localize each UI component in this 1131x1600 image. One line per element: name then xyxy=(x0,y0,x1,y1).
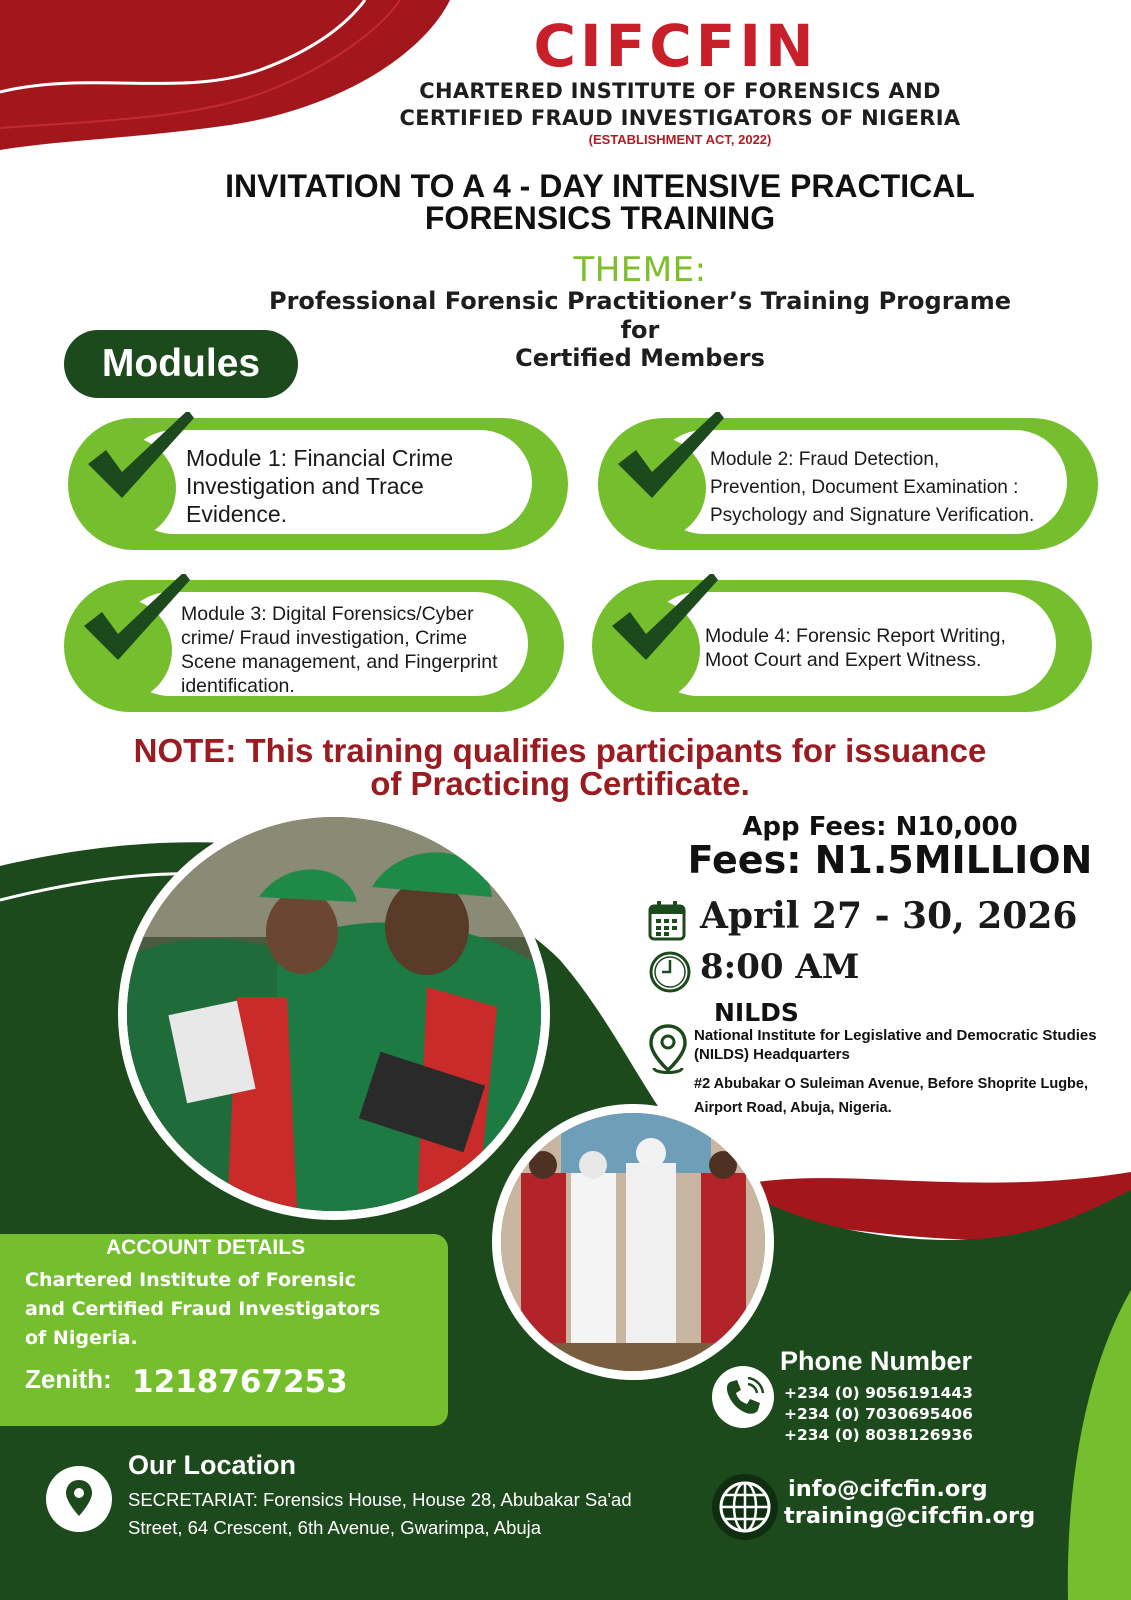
module-1-text: Module 1: Financial Crime Investigation and Trace Evidence. xyxy=(186,445,454,527)
theme-line1: Professional Forensic Practitioner’s Training Programe xyxy=(268,287,1012,315)
establishment-act: (ESTABLISHMENT ACT, 2022) xyxy=(588,132,772,147)
theme-line2: for xyxy=(620,316,660,344)
brand-logo xyxy=(0,14,1131,78)
module-3-text: Module 3: Digital Forensics/Cyber crime/ Fraud investigation, Crime Scene management, and Fingerprint identification. xyxy=(181,603,498,697)
phone-icon xyxy=(712,1366,774,1428)
account-title: ACCOUNT DETAILS xyxy=(106,1236,306,1259)
phone-number-2[interactable]: +234 (0) 7030695406 xyxy=(784,1405,973,1423)
map-pin-icon xyxy=(46,1466,112,1532)
forensic-team-photo xyxy=(492,1104,774,1380)
location-title: Our Location xyxy=(128,1450,296,1480)
clock-icon xyxy=(648,950,692,994)
phone-icon-badge xyxy=(712,1366,774,1428)
graduation-photo xyxy=(118,808,550,1220)
bank-name: Zenith: xyxy=(25,1364,112,1394)
module-2-text: Module 2: Fraud Detection, Prevention, Document Examination : Psychology and Signature Verification. xyxy=(710,449,1035,526)
account-number: 1218767253 xyxy=(132,1364,348,1400)
org-name-line2: CERTIFIED FRAUD INVESTIGATORS OF NIGERIA xyxy=(399,106,961,130)
org-name-line1: CHARTERED INSTITUTE OF FORENSICS AND xyxy=(419,79,941,103)
invitation-title xyxy=(140,170,1060,234)
phone-number-1[interactable]: +234 (0) 9056191443 xyxy=(784,1384,973,1402)
event-date: April 27 - 30, 2026 xyxy=(700,895,1078,937)
event-time: 8:00 AM xyxy=(700,947,860,987)
location-pin-icon xyxy=(648,1024,688,1078)
email-info[interactable]: info@cifcfin.org xyxy=(788,1476,988,1502)
title-line1: INVITATION TO A 4 - DAY INTENSIVE PRACTICAL xyxy=(225,168,975,204)
logo-wordmark: CIFCFIN xyxy=(533,12,818,80)
modules-heading: Modules xyxy=(64,330,298,398)
training-fees: Fees: N1.5MILLION xyxy=(687,838,1093,882)
module-4-text: Module 4: Forensic Report Writing, Moot Court and Expert Witness. xyxy=(705,625,1006,671)
training-note: NOTE: This training qualifies participants for issuance of Practicing Certificate. xyxy=(133,732,987,802)
module-card-3 xyxy=(64,580,564,712)
globe-icon xyxy=(712,1474,778,1540)
checkmark-icon xyxy=(602,574,722,674)
venue-short-name: NILDS xyxy=(714,998,799,1027)
location-icon-badge xyxy=(46,1466,112,1532)
theme-line3: Certified Members xyxy=(515,344,765,372)
phone-number-3[interactable]: +234 (0) 8038126936 xyxy=(784,1426,973,1444)
venue-address: #2 Abubakar O Suleiman Avenue, Before Shoprite Lugbe, Airport Road, Abuja, Nigeria. xyxy=(694,1076,1088,1116)
checkmark-icon xyxy=(78,412,198,512)
checkmark-icon xyxy=(74,574,194,674)
account-name: Chartered Institute of Forensic and Certified Fraud Investigators of Nigeria. xyxy=(25,1269,381,1349)
globe-icon-badge xyxy=(712,1474,778,1540)
phone-title: Phone Number xyxy=(780,1346,973,1376)
theme-label: THEME: xyxy=(573,250,707,290)
module-card-2 xyxy=(598,418,1098,550)
module-card-1 xyxy=(68,418,568,550)
application-fees: App Fees: N10,000 xyxy=(742,812,1018,842)
module-card-4 xyxy=(592,580,1092,712)
email-training[interactable]: training@cifcfin.org xyxy=(784,1503,1036,1529)
secretariat-address: SECRETARIAT: Forensics House, House 28, Abubakar Sa'ad Street, 64 Crescent, 6th Avenue, Gwarimpa, Abuja xyxy=(128,1489,632,1538)
title-line2: FORENSICS TRAINING xyxy=(424,200,776,236)
calendar-icon xyxy=(647,900,687,942)
venue-full-name: National Institute for Legislative and Democratic Studies (NILDS) Headquarters xyxy=(694,1027,1097,1063)
